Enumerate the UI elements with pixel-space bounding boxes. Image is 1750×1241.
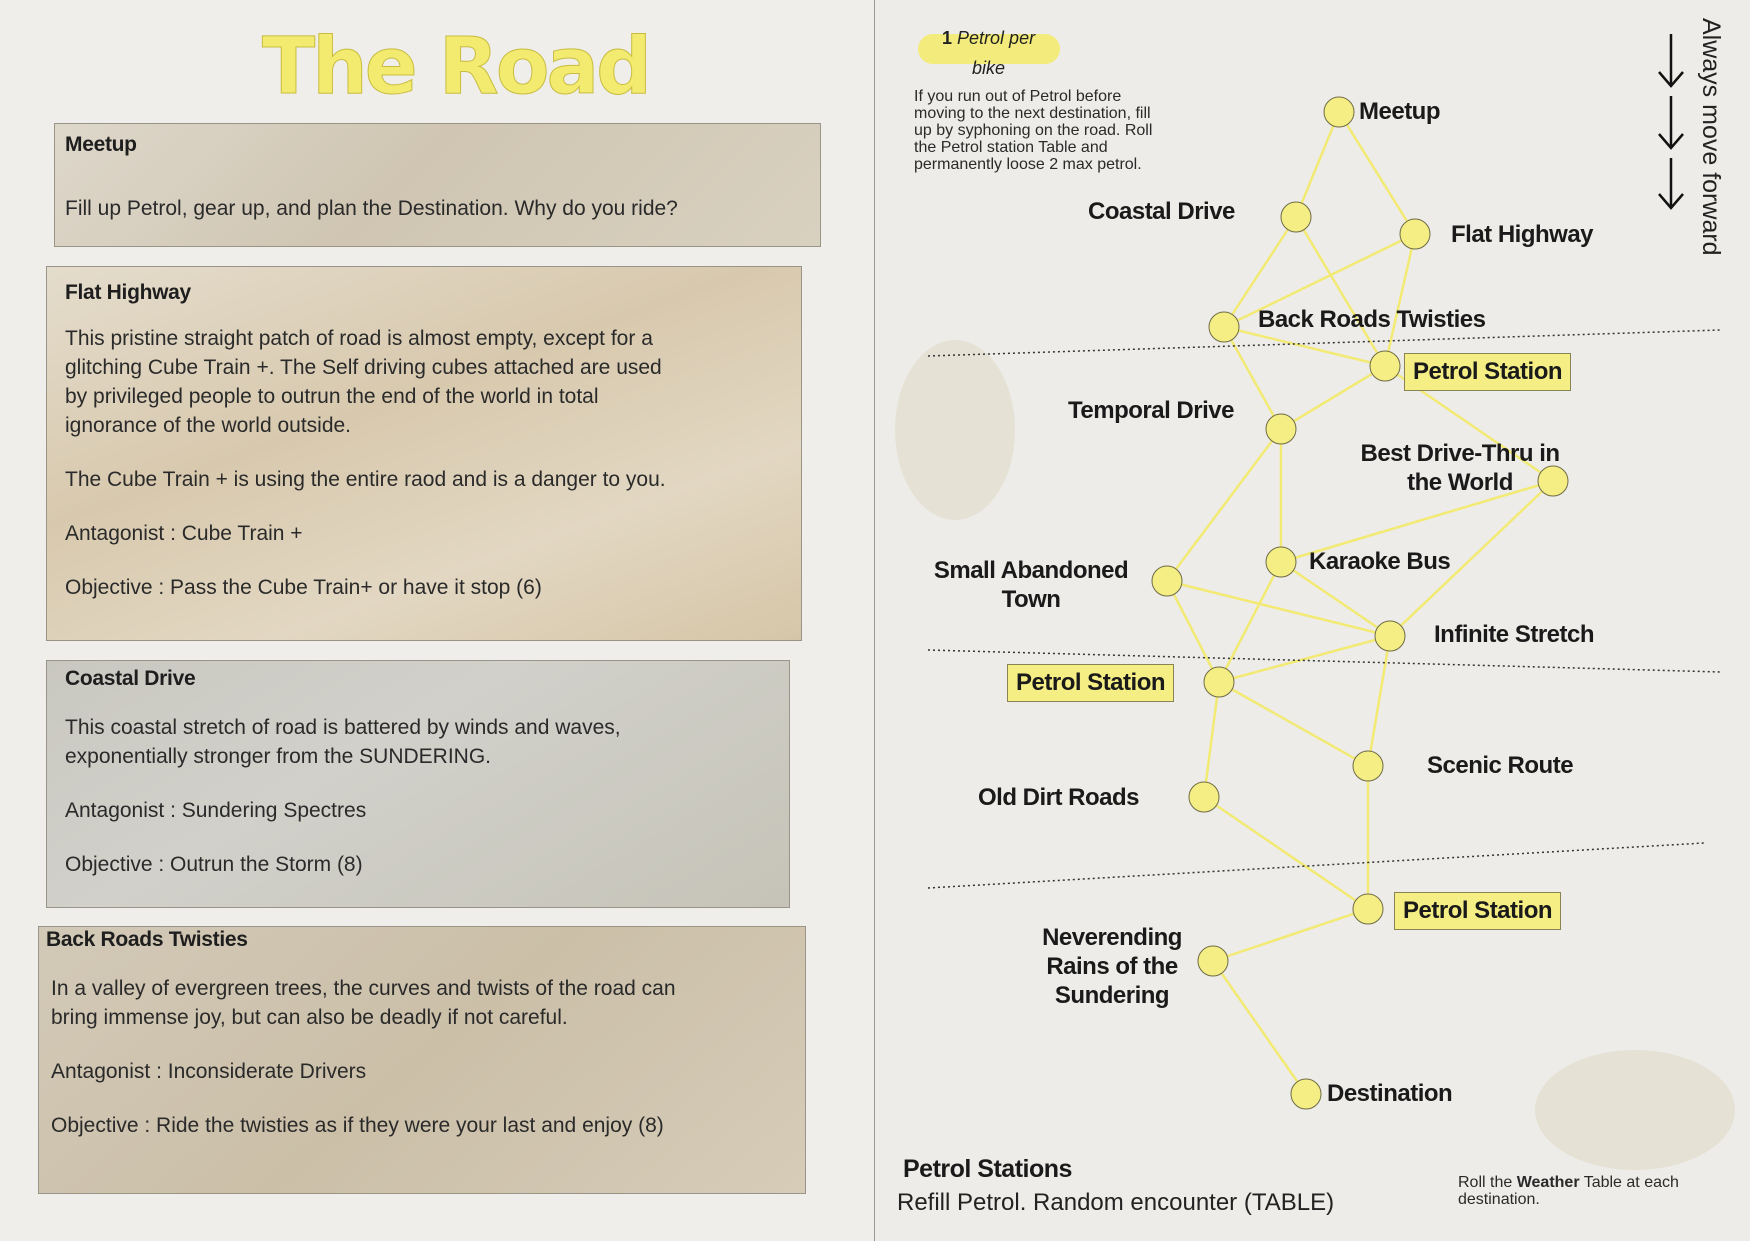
petrol-rule-line-2: moving to the next destination, fill xyxy=(914,105,1151,122)
edge xyxy=(1339,112,1415,234)
label-coastal-drive: Coastal Drive xyxy=(1088,198,1235,225)
label-petrol-station-1: Petrol Station xyxy=(1404,353,1571,391)
edge xyxy=(1167,581,1219,682)
flat-highway-line-1: This pristine straight patch of road is almost empty, except for a xyxy=(65,327,653,350)
petrol-rule-line-1: If you run out of Petrol before xyxy=(914,88,1122,105)
petrol-per-bike xyxy=(942,28,1035,49)
flat-highway-objective: Objective : Pass the Cube Train+ or have it stop (6) xyxy=(65,576,542,599)
coastal-drive-antagonist: Antagonist : Sundering Spectres xyxy=(65,799,367,822)
label-small-town-l2: Town xyxy=(1001,586,1061,613)
flat-highway-danger: The Cube Train + is using the entire raod and is a danger to you. xyxy=(65,468,666,491)
petrol-unit-l1: Petrol per xyxy=(957,28,1036,48)
label-infinite-stretch: Infinite Stretch xyxy=(1434,621,1595,648)
node-karaoke-bus xyxy=(1266,547,1296,577)
label-rains-l3: Sundering xyxy=(1054,982,1170,1009)
back-roads-antagonist: Antagonist : Inconsiderate Drivers xyxy=(51,1060,367,1083)
edge xyxy=(1204,682,1219,797)
label-back-roads: Back Roads Twisties xyxy=(1258,306,1486,333)
edge xyxy=(1204,797,1368,909)
petrol-rule-line-4: the Petrol station Table and xyxy=(914,139,1108,156)
coastal-drive-objective: Objective : Outrun the Storm (8) xyxy=(65,853,363,876)
label-old-dirt-roads: Old Dirt Roads xyxy=(978,784,1140,811)
page-title: The Road xyxy=(262,22,649,112)
node-infinite-stretch xyxy=(1375,621,1405,651)
always-move-forward: Always move forward xyxy=(1697,18,1725,256)
label-temporal-drive: Temporal Drive xyxy=(1068,397,1234,424)
label-rains-l2: Rains of the xyxy=(1046,953,1178,980)
node-flat-highway xyxy=(1400,219,1430,249)
petrol-count: 1 xyxy=(942,28,953,48)
label-flat-highway: Flat Highway xyxy=(1451,221,1594,248)
node-old-dirt-roads xyxy=(1189,782,1219,812)
weather-note-line-1 xyxy=(1458,1174,1679,1191)
back-roads-line-2: bring immense joy, but can also be deadly if not careful. xyxy=(51,1006,568,1029)
weather-pre: Roll the xyxy=(1458,1174,1517,1191)
edge xyxy=(1213,961,1306,1094)
label-scenic-route: Scenic Route xyxy=(1427,752,1574,779)
edge xyxy=(1219,682,1368,766)
back-roads-heading: Back Roads Twisties xyxy=(46,928,248,951)
label-best-drive-l1: Best Drive-Thru in xyxy=(1360,440,1560,467)
petrol-rule-line-5: permanently loose 2 max petrol. xyxy=(914,156,1142,173)
meetup-heading: Meetup xyxy=(65,133,137,156)
label-rains-l1: Neverending xyxy=(1042,924,1182,951)
coastal-drive-line-1: This coastal stretch of road is battered by winds and waves, xyxy=(65,716,621,739)
coastal-drive-line-2: exponentially stronger from the SUNDERING. xyxy=(65,745,491,768)
edge xyxy=(1296,112,1339,217)
edge xyxy=(1167,429,1281,581)
edge xyxy=(1219,562,1281,682)
edge xyxy=(1281,366,1385,429)
flat-highway-antagonist: Antagonist : Cube Train + xyxy=(65,522,303,545)
petrol-unit-l2: bike xyxy=(972,58,1006,78)
node-petrol-station-3 xyxy=(1353,894,1383,924)
edge xyxy=(1385,234,1415,366)
petrol-stations-text: Refill Petrol. Random encounter (TABLE) xyxy=(897,1189,1335,1216)
label-petrol-station-2: Petrol Station xyxy=(1007,664,1174,702)
label-best-drive-l2: the World xyxy=(1407,469,1513,496)
weather-bold: Weather xyxy=(1516,1174,1580,1191)
node-coastal-drive xyxy=(1281,202,1311,232)
edge xyxy=(1213,909,1368,961)
route-edges xyxy=(1167,112,1553,1094)
divider-line xyxy=(928,843,1704,888)
edge xyxy=(1167,581,1390,636)
back-roads-line-1: In a valley of evergreen trees, the curves and twists of the road can xyxy=(51,977,676,1000)
node-petrol-station-2 xyxy=(1204,667,1234,697)
node-destination xyxy=(1291,1079,1321,1109)
edge xyxy=(1368,636,1390,766)
meetup-text: Fill up Petrol, gear up, and plan the Destination. Why do you ride? xyxy=(65,197,678,220)
back-roads-objective: Objective : Ride the twisties as if they were your last and enjoy (8) xyxy=(51,1114,664,1137)
label-meetup: Meetup xyxy=(1359,98,1440,125)
weather-note-line-2: destination. xyxy=(1458,1191,1540,1208)
node-temporal-drive xyxy=(1266,414,1296,444)
petrol-stations-heading: Petrol Stations xyxy=(903,1155,1072,1183)
node-petrol-station-1 xyxy=(1370,351,1400,381)
petrol-rule-line-3: up by syphoning on the road. Roll xyxy=(914,122,1153,139)
label-destination: Destination xyxy=(1327,1080,1453,1107)
node-meetup xyxy=(1324,97,1354,127)
label-karaoke-bus: Karaoke Bus xyxy=(1309,548,1451,575)
flat-highway-line-3: by privileged people to outrun the end of the world in total xyxy=(65,385,599,408)
flat-highway-heading: Flat Highway xyxy=(65,281,191,304)
label-petrol-station-3: Petrol Station xyxy=(1394,892,1561,930)
node-small-town xyxy=(1152,566,1182,596)
arrow-down-icon xyxy=(1659,34,1683,208)
label-small-town-l1: Small Abandoned xyxy=(933,557,1129,584)
weather-post: Table at each xyxy=(1579,1174,1679,1191)
node-scenic-route xyxy=(1353,751,1383,781)
flat-highway-line-4: ignorance of the world outside. xyxy=(65,414,352,437)
flat-highway-line-2: glitching Cube Train +. The Self driving cubes attached are used xyxy=(65,356,662,379)
node-back-roads xyxy=(1209,312,1239,342)
coastal-drive-heading: Coastal Drive xyxy=(65,667,196,690)
